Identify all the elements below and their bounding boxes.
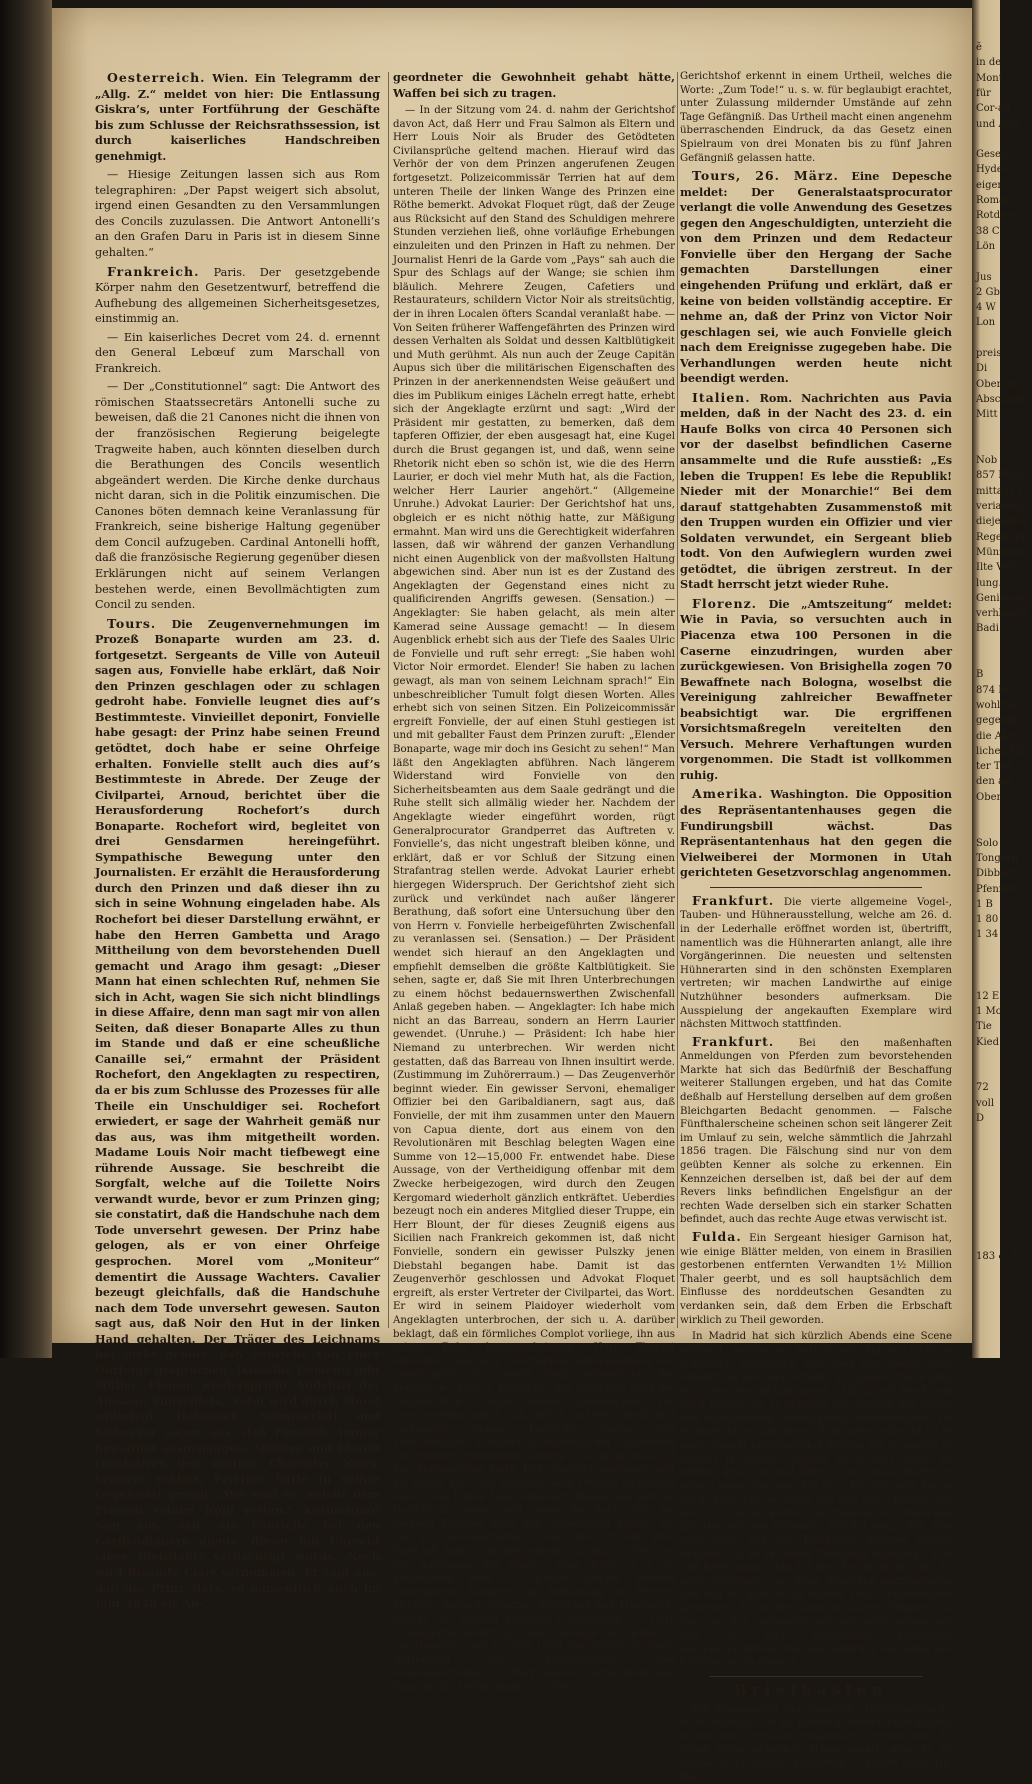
article-heading: Italien. [692, 389, 751, 405]
next-page-fragment: in de [976, 57, 1002, 69]
article-heading: Tours, 26. März. [692, 168, 839, 184]
article-paragraph [680, 1035, 952, 1227]
column-3 [680, 70, 952, 1783]
next-page-fragment: Mitt [976, 409, 998, 421]
next-page-fragment: Ober [976, 791, 1002, 803]
article-paragraph [680, 596, 952, 784]
article-text: Washington. Die Opposition des Repräsentantenhauses gegen die Fundirungsbill wächst. Das Repräsentantenhaus hat den gegen die Vielweiberei der Mormonen in Utah gerichteten Gesetzvorschlag angenommen. [680, 787, 952, 880]
article-text: In Madrid hat sich kürzlich Abends eine Scene ereignet, welche den Betheiligten Anfangs nicht so ergötzlich erschienen sein mag wie später nach Aufklärung des Sachverhalts. Ein junger Mann ging aus einer Gesellschaft gegen 2 Uhr durch den Prado nach Hause, als er plötzlich gar unsanft mit einem ihm begegnenden Unbekannten zusammenstieß. Da er argwöhnte, daß dieses Rencontre vielleicht nicht ohne Absicht herbeigeführt worden sei, so suchte er schnell in seinen Taschen nach, und siehe, es fehlten ihm Uhr und Kette. Zum Glück führte er jedoch einen Revolver bei sich. Er eilte dem Diebe nach, hielt ihm die Waffe vor und rief: „Heraus mit der Uhr und der Kette!“ Der Fremde vor Schrecken zitternd, gab das Verlangte und lief eiligst fort. Wie groß aber war das Erstaunen unseres jungen Mannes, als er in seiner Wohnung angelangt, Uhr und Kette ganz ruhig auf dem Tische liegen sah. Er hatte vergessen, sie beim Ausgehen mitzunehmen und war so, ohne es zu wissen, zum Straßenräuber geworden. Es wußte natürlich nichts Eiligeres zu thun, als den vermeintlichen Dieb aufzuspüren und ihm die sehr werthvollen Kleinodien zurückzuerstatten. Nun war natürlich die Reihe des Erstaunens an diesem. [680, 1331, 952, 1669]
article-text: Rom. Nachrichten aus Pavia melden, daß in der Nacht des 23. d. ein Haufe Bolks von circa 40 Personen sich vor der daselbst befindlichen Caserne ansammelte und die Rufe ausstieß: „Es leben die Truppen! Es lebe die Republik! Nieder mit der Monarchie!“ Bei dem darauf stattgehabten Zusammenstoß mit den Truppen wurden ein Offizier und vier Soldaten verwundet, ein Sergeant blieb todt. Von den Aufwieglern wurden zwei getödtet, die übrigen zerstreut. In der Stadt herrscht jetzt wieder Ruhe. [680, 390, 952, 592]
next-page-fragment: preis' [976, 348, 1005, 359]
article-heading: Frankreich. [107, 263, 200, 279]
article-paragraph [393, 70, 675, 101]
article-heading: Oesterreich. [107, 70, 206, 85]
article-paragraph [95, 167, 380, 260]
article-paragraph [680, 1330, 952, 1670]
article-text: Gerichtshof erkennt in einem Urtheil, welches die Worte: „Zum Tode!“ u. s. w. für beglaubigt erachtet, unter Zulassung mildernder Umstände auf zehn Tage Gefängniß. Das Urtheil macht einen angenehm überraschenden Eindruck, da das Gesetz einen Spielraum von drei Monaten bis zu fünf Jahren Gefängniß gelassen hatte. [680, 71, 952, 164]
next-page-fragment: wohlthä [976, 699, 1017, 711]
next-page-fragment: Gesell [976, 149, 1008, 161]
article-paragraph [95, 379, 380, 612]
article-paragraph [680, 1230, 952, 1327]
next-page-fragment: Dibbert [976, 868, 1015, 880]
next-page-fragment: Tie [976, 1021, 992, 1033]
next-page-fragment: Pfennich [976, 883, 1021, 895]
article-text: Bei den maßenhaften Anmeldungen von Pferden zum bevorstehenden Markte hat sich das Bedürfniß der Beschaffung weiterer Stallungen ergeben, und hat das Comite deßhalb auf Herstellung derselben auf dem großen Bleichgarten Bedacht genommen. — Falsche Fünfthalerscheine scheinen schon seit längerer Zeit im Umlauf zu sein, welche sämmtlich die Jahrzahl 1856 tragen. Die Fälschung sind nur von dem geübten Kenner als solche zu erkennen. Ein Kennzeichen derselben ist, daß bei der auf dem Revers links befindlichen Engelsfigur an der rechten Wade derselben sich ein starker Schatten befindet, auch das rechte Auge etwas verwischt ist. [680, 1037, 952, 1226]
next-page-fragment: 1 B [976, 898, 993, 910]
next-page-fragment: D [976, 1113, 985, 1124]
article-text: Eine Depesche meldet: Der Generalstaatsprocurator verlangt die volle Anwendung des Gesetzes gegen den Angeschuldigten, unterzieht die von dem Prinzen und dem Redacteur Fonvielle über den Hergang der Sache gemachten Darstellungen einer eingehenden Prüfung und erklärt, daß er keine von beiden vollständig acceptire. Er nehme an, daß der Prinz von Victor Noir geschlagen sei, wie auch Fonvielle gleich nach dem Ereignisse zugegeben habe. Die Verhandlungen werden heute nicht beendigt werden. [680, 169, 952, 386]
next-page-fragment: Geniengen [976, 592, 1031, 604]
article-paragraph [680, 70, 952, 165]
next-page-fragment: die Abtst [976, 730, 1022, 742]
next-page-fragment: Ober-Aul [976, 378, 1022, 390]
article-paragraph [393, 104, 675, 1694]
next-page-fragment: Nob [976, 455, 998, 467]
article-paragraph [95, 330, 380, 377]
next-page-fragment: Lon [976, 317, 996, 329]
next-page-fragment: mittags 1 [976, 485, 1024, 497]
article-text: Paris. Der gesetzgebende Körper nahm den Gesetzentwurf, betreffend die Aufhebung des allgemeinen Sicherheitsgesetzes, einstimmig an. [95, 265, 380, 326]
article-heading: Tours. [107, 615, 157, 631]
article-heading: Frankfurt. [692, 892, 775, 908]
next-page-fragment: gegenüb [976, 715, 1020, 727]
article-text: geordneter die Gewohnheit gehabt hätte, Waffen bei sich zu tragen. [393, 70, 675, 100]
next-page-fragment: Cor-an [976, 103, 1011, 115]
next-page-fragment: Ilte Verh [976, 562, 1020, 574]
article-paragraph [95, 70, 380, 164]
next-page-fragment: 72 [976, 1082, 989, 1094]
next-page-fragment: veriamml [976, 501, 1024, 512]
next-page-fragment: lichen Mi [976, 745, 1024, 757]
next-page-fragment: den an [976, 776, 1011, 788]
next-page-fragment: verhlogen [976, 608, 1027, 620]
next-page-fragment: Münzend [976, 546, 1024, 558]
article-paragraph [95, 616, 380, 1612]
book-spine [0, 0, 52, 1358]
next-page-fragment: 1 Mo [976, 1005, 1002, 1017]
next-page-fragment: Di [976, 363, 988, 375]
article-heading: Florenz. [692, 595, 758, 611]
article-heading: Amerika. [692, 786, 764, 802]
next-page-fragment: Abschwerg [976, 393, 1032, 405]
article-text: — Hiesige Zeitungen lassen sich aus Rom telegraphiren: „Der Papst weigert sich absolut, irgend einen Gesandten zu den Versammlungen des Concils zuzulassen. Die Antwort Antonelli’s an den Grafen Daru in Paris ist in diesem Sinne gehalten.“ [95, 168, 380, 260]
article-heading: Fulda. [692, 1229, 742, 1245]
next-page-fragment: diejenigen [976, 516, 1029, 528]
column-rule [677, 72, 678, 1328]
article-heading: Frankfurt. [692, 1033, 775, 1049]
next-page-fragment: für [976, 87, 991, 99]
article-text: — In der Sitzung vom 24. d. nahm der Gerichtshof davon Act, daß Herr und Frau Salmon als Eltern und Herr Louis Noir als Bruder des Getödteten Civilansprüche geltend machen. Hierauf wird das Verhör der von dem Prinzen angerufenen Zeugen fortgesetzt. Polizeicommissär Terrien hat auf dem unteren Theile der linken Wange des Prinzen eine Röthe bemerkt. Advokat Floquet rügt, daß der Zeuge aus Rücksicht auf den Stand des Schuldigen mehrere Stunden verziehen ließ, ohne vorläufige Erhebungen einzuleiten und den Prinzen in Haft zu nehmen. Der Journalist Henri de la Garde vom „Pays“ sah auch die Spur des Schlags auf der Wange; sie schien ihm bläulich. Mehrere Zeugen, Cafetiers und Restaurateurs, schildern Victor Noir als streitsüchtig, der in ihren Localen öfters Scandal veranlaßt habe. — Von Seiten früherer Waffengefährten des Prinzen wird dessen Verhalten als Soldat und dessen Kaltblütigkeit und Muth gerühmt. Als nun auch der Zeuge Capitän Aupus sich über die militärischen Eigenschaften des Prinzen in der anerkennendsten Weise geäußert und dies im Publikum einiges Lächeln erregt hatte, erhebt sich der Angeklagte erzürnt und sagt: „Wird der Präsident mir gestatten, zu bemerken, daß dem tapferen Offizier, der eben ausgesagt hat, eine Kugel durch die Brust gegangen ist, und daß, wenn seine Rhetorik nicht eben so schön ist, wie die des Herrn Laurier, er doch viel mehr Muth hat, als die Faction, welcher Herr Laurier angehört.“ (Allgemeine Unruhe.) Advokat Laurier: Der Gerichtshof hat uns, obgleich er es nicht nöthig hatte, zur Mäßigung ermahnt. Man wird uns die Gerechtigkeit widerfahren lassen, daß wir während der ganzen Verhandlung nicht einen Augenblick von der maßvollsten Haltung abgewichen sind. Aber nun ist es der Zustand des Angeklagten der Gegenstand eines nicht zu qualificirenden Angriffs gewesen. (Sensation.) — Angeklagter: Sie haben gelacht, als mein alter Kamerad seine Aussage gemacht! — In diesem Augenblick erhebt sich aus der Tiefe des Saales Ulric de Fonvielle und ruft sehr erregt: „Sie haben wohl Victor Noir ermordet. Elender! Sie haben zu lachen gewagt, als man von seinem Leichnam sprach!“ Ein unbeschreiblicher Tumult folgt diesen Worten. Alles erhebt sich von seinen Sitzen. Ein Polizeicommissär ergreift Fonvielle, der auf einen Stuhl gestiegen ist und mit geballter Faust dem Prinzen zuruft: „Elender Bonaparte, wage mir doch ins Gesicht zu sehen!“ Man läßt den Angeklagten abführen. Nach längerem Widerstand wird Fonvielle von den Sicherheitsbeamten aus dem Saale gedrängt und die Ruhe stellt sich allmälig wieder her. Nachdem der Angeklagte wieder eingeführt worden, rügt Generalprocurator Grandperret das Auftreten v. Fonvielle’s, das nicht ungestraft bleiben könne, und erklärt, daß er vor Schluß der Sitzung einen Strafantrag stellen werde. Advokat Laurier erhebt hiergegen Widerspruch. Der Gerichtshof zieht sich zurück und verkündet nach außer längerer Berathung, daß sofort eine Untersuchung über den von Herrn v. Fonvielle herbeigeführten Zwischenfall zu veranlassen sei. (Sensation.) — Der Präsident wendet sich hierauf an den Angeklagten und empfiehlt demselben die größte Kaltblütigkeit. Sie sehen, sagte er, daß Sie mit Ihren Unterbrechungen zu einem höchst bedauernswerthen Zwischenfall Anlaß gegeben haben. — Angeklagter: Ich habe mich nicht an das Barreau, sondern an Herrn Laurier gewendet. (Unruhe.) — Präsident: Ich habe hier Niemand zu unterbrechen. Wir werden nicht gestatten, daß das Barreau von Ihnen insultirt werde. (Zustimmung im Zuhörerraum.) — Das Zeugenverhör beginnt wieder. Ein gewisser Servoni, ehemaliger Offizier bei den Garibaldianern, sagt aus, daß Fonvielle, der mit ihm zusammen unter den Mauern von Capua diente, dort aus einem von den Revolutionären mit Beschlag belegten Wagen eine Summe von 12—15,000 Fr. entwendet habe. Diese Aussage, von der Vertheidigung offenbar mit dem Zwecke herbeigezogen, wird durch den Zeugen Kergomard wiederholt gänzlich entkräftet. Ueberdies bezeugt noch ein anderes Mitglied dieser Truppe, ein Herr Blount, der für dieses Zeugniß eigens aus Sicilien nach Frankreich gekommen ist, daß nicht Fonvielle, sondern ein gewisser Pulszky jenen Diebstahl begangen habe. Damit ist das Zeugenverhör geschlossen und Advokat Floquet ergreift, als erster Vertreter der Civilpartei, das Wort. Er wird in seinem Plaidoyer wiederholt vom Angeklagten unterbrochen, der sich u. A. darüber beklagt, daß ein förmliches Complot vorliege, ihn aus seiner Ruhe herauszubringen. Herr Floquet entwickelt aus den historischen Antecedentien des Angeklagten die innere Wahrscheinlichkeit der Version des Hrn. v. Fonvielle; das Plaidoyer wird der vorgerückten Stunde wegen abgebrochen. Die Geschwornen ziehen sich zurück und der Gerichtshof verhandelt gegen Fonvielle wegen des Zwischenfalles. Fonvielle ist während der Suspension der Sitzung vernommen worden und nimmt nun auf der Anklagebank Platz. Der Central-Commissär sagt als Zeuge aus, daß Fonvielle dem Prinzen zugerufen hätte: „Sie haben Noir ermordet! Wagen Sie, mir ins Gesicht zu sehen, und sagen Sie noch, daß Sie meinem Freunde nicht fein umgebracht haben! Sie sind ein Meuchelmörder! Zum Tode mit ihm! Zum Tode mit ihm!“ Fonvielle erkennt an, daß er alles dies mit Ausnahme der Worte: „Zum Tode“ u. s. w. gesprochen habe. — Einige Zeugen werden vernommen, darunter zur Entlastung die Herren Millière, Arnoud, Clarctie, Siebecker und Habeneck, welche die Version Fonvielle’s bestätigen. — Herr Grandperret beantragt seine Anklage auf Artikel 2 des Gesetzes vom 17. Mai 1819, betreffend strafbare Aufreizung oder Beschimpfung des Staatsgerichtshofs. — Herr Laurier führt in maßvoller Sprache die Vertheidigung. — Der [393, 105, 675, 1693]
article-text: — Ein kaiserliches Decret vom 24. d. ernennt den General Lebœuf zum Marschall von Frankreich. [95, 330, 380, 375]
next-page-fragment: eigen [976, 179, 1004, 191]
next-page-fragment: Hyder [976, 164, 1008, 176]
next-page-fragment: 1 80 [976, 914, 999, 926]
column-rule [388, 72, 389, 1328]
next-page-fragment: B [976, 669, 984, 681]
next-page-edge [972, 0, 1032, 1358]
article-text: — Der „Constitutionnel“ sagt: Die Antwort des römischen Staatssecretärs Antonelli suche zu beweisen, daß die 21 Canones nicht die ihnen von der französischen Regierung beigelegte Tragweite haben, auch könnten dieselben durch die Berathungen des Concils wesentlich abgeändert werden. Die Kirche denke durchaus nicht daran, sich in die Politik einzumischen. Die Canones böten demnach keine Veranlassung für Frankreich, seine bisherige Haltung gegenüber dem Concil aufzugeben. Cardinal Antonelli hofft, daß die französische Regierung gegenüber diesen Erklärungen nicht auf seinem Verlangen bestehen werde, einen Bevollmächtigten zum Concil zu senden. [95, 380, 380, 612]
column-1 [95, 70, 380, 1611]
article-text: Die Zeugenvernehmungen im Prozeß Bonaparte wurden am 23. d. fortgesetzt. Sergeants de Ville von Auteuil sagen aus, Fonvielle habe erklärt, daß Noir den Prinzen geschlagen oder zu schlagen gedroht habe. Fonvielle leugnet dies auf’s Bestimmteste. Vinvieillet deponirt, Fonvielle habe gesagt: der Prinz habe seinen Freund getödtet, doch habe er seine Ohrfeige erhalten. Fonvielle stellt auch dies auf’s Bestimmteste in Abrede. Der Zeuge der Civilpartei, Arnoud, berichtet über die Herausforderung Rochefort’s durch Bonaparte. Rochefort wird, begleitet von drei Gensdarmen hereingeführt. Sympathische Bewegung unter den Journalisten. Er erzählt die Herausforderung durch den Prinzen und daß dieser ihn zu sich in seine Wohnung eingeladen habe. Als Rochefort bei dieser Darstellung erwähnt, er habe den Herren Gambetta und Arago Mittheilung von dem bevorstehenden Duell gemacht und Arago ihm gesagt: „Dieser Mann hat einen schlechten Ruf, nehmen Sie sich in Acht, wagen Sie sich nicht blindlings in diese Affaire, denn man sagt mir von allen Seiten, daß dieser Bonaparte Alles zu thun im Stande und daß er eine scheußliche Canaille sei,“ ermahnt der Präsident Rochefort, den Angeklagten zu respectiren, da er bis zum Schlusse des Prozesses für alle Theile ein Unschuldiger sei. Rochefort erwiedert, er sage der Wahrheit gemäß nur das aus, was ihm mitgetheilt worden. Madame Louis Noir macht tiefbewegt eine rührende Aussage. Sie beschreibt die Sorgfalt, welche auf die Toilette Noirs verwandt wurde, bevor er zum Prinzen ging; sie constatirt, daß die Handschuhe nach dem Tode unversehrt gewesen. Der Prinz habe gelogen, als er von einer Ohrfeige gesprochen. Morel vom „Moniteur“ dementirt die Aussage Wachters. Cavalier bezeugt gleichfalls, daß die Handschuhe nach dem Tode unversehrt gewesen. Sauton sagt aus, daß Noir den Hut in der linken Hand gehalten. Der Träger des Leichnams hat nicht gehört, daß Fonvielle von einer Ohrfeige gesprochen. Dasselbe Dementi gibt Müller. Ebenso wiederspricht Audebizi der Aussage Vinvieillets. Notot wird durch Morel widerlegt. Habeneck, Seinguerlett und Siebecker sagen aus, daß Fonvielle immer bewaffnet ausgegangen. Millière und Clareti constatiren den sanften Character Noirs. Verriere erklärt, Perrinet hätte in seiner Gegenwart gesagt: „Wir sind es, welche dem Prinzen seinen Kopf retten.“ Kermorgard sagt aus, daß, als Fonvielle bei den Garibaldianern diente, dieser mit Unrecht eines Diebstahls verdächtigt wurde. Noch wird Bicomte Clary vernommen. Er sagt aus, daß der Prinz stets, so namentlich auch im Jahr 1848 als Ab- [95, 616, 380, 1611]
article-paragraph [680, 786, 952, 880]
next-page-fragment: 857 Mais [976, 470, 1023, 482]
next-page-fragment: Rotdvole [976, 210, 1021, 222]
article-paragraph [95, 264, 380, 327]
next-page-fragment: Tongerd [976, 852, 1018, 864]
next-page-fragment: 1 34 [976, 929, 999, 941]
next-page-fragment: Kied [976, 1036, 999, 1048]
next-page-fragment: ter Tag [976, 761, 1013, 773]
article-text: Wien. Ein Telegramm der „Allg. Z.“ meldet von hier: Die Entlassung Giskra’s, unter Fortführung der Geschäfte bis zum Schlusse der Reichsrathssession, ist durch kaiserliches Handschreiben genehmigt. [95, 71, 380, 163]
column-2 [393, 70, 675, 1693]
next-page-fragment: Roman [976, 195, 1012, 206]
section-separator [710, 1676, 922, 1677]
next-page-fragment: 38 C [976, 225, 1000, 237]
article-paragraph [680, 168, 952, 387]
next-page-fragment: Regentich [976, 531, 1028, 543]
article-text: Die Einsenderin der Annonce „Heirathsgesuch“ wolle gefälligst 30 kr. Inseratgebühren einschicken, worauf dem Wunsche entsprochen werden wird. Es klingt diese sicherlich etwas unzart, aber es ist einmal nicht anders, Heirathen — kostet Geld! Die Red. [680, 1703, 952, 1783]
next-page-fragment: Lön [976, 240, 996, 252]
next-page-fragment: voll [976, 1097, 995, 1109]
article-paragraph [680, 1703, 952, 1784]
article-paragraph [680, 390, 952, 593]
section-title: Briefkasten. [734, 1681, 898, 1700]
next-page-fragment: 4 W [976, 302, 996, 314]
next-page-fragment: und Aufr [976, 118, 1021, 130]
article-text: Die „Amtszeitung“ meldet: Wie in Pavia, so versuchten auch in Piacenza etwa 100 Personen in die Caserne einzudringen, wurden aber zurückgewiesen. Von Brisighella zogen 70 Bewaffnete nach Bologna, woselbst die Vereinigung zahlreicher Bewaffneter beabsichtigt war. Die ergriffenen Vorsichtsmaßregeln vereitelten den Versuch. Mehrere Verhaftungen wurden vorgenommen. Die Stadt ist vollkommen ruhig. [680, 596, 952, 782]
next-page-fragment: 183 & A [976, 1250, 1018, 1262]
next-page-fragment: Mont [976, 72, 1003, 84]
next-page-fragment: Jus [976, 271, 992, 283]
next-page-fragment: 12 E [976, 990, 1000, 1002]
section-separator [710, 887, 922, 888]
article-paragraph [680, 894, 952, 1032]
next-page-fragment: 2 Gb [976, 286, 1000, 298]
next-page-fragment: Solo [976, 837, 999, 849]
article-text: Ein Sergeant hiesiger Garnison hat, wie einige Blätter melden, von einem in Brasilien gestorbenen entfernten Verwandten 1½ Million Thaler geerbt, und es soll hauptsächlich dem Einflusse des norddeutschen Gesandten zu verdanken sein, daß dem Erben die Erbschaft wirklich zu Theil geworden. [680, 1233, 952, 1326]
article-text: Die vierte allgemeine Vogel-, Tauben- und Hühnerausstellung, welche am 26. d. in der Lederhalle eröffnet worden ist, übertrifft, namentlich was die Hühnerarten anlangt, alle ihre Vorgängerinnen. Die neuesten und seltensten Hühnerarten sind in den schönsten Exemplaren vertreten; wir machen Landwirthe auf einige Nutzhühner besonders aufmerksam. Die Ausspielung der angekauften Exemplare wird nächsten Mittwoch stattfinden. [680, 896, 952, 1031]
next-page-fragment: Badi [976, 623, 999, 635]
next-page-fragment: ĕ [976, 42, 982, 53]
next-page-fragment: 874 Di [976, 684, 1010, 696]
next-page-fragment: lung. [976, 577, 1002, 589]
